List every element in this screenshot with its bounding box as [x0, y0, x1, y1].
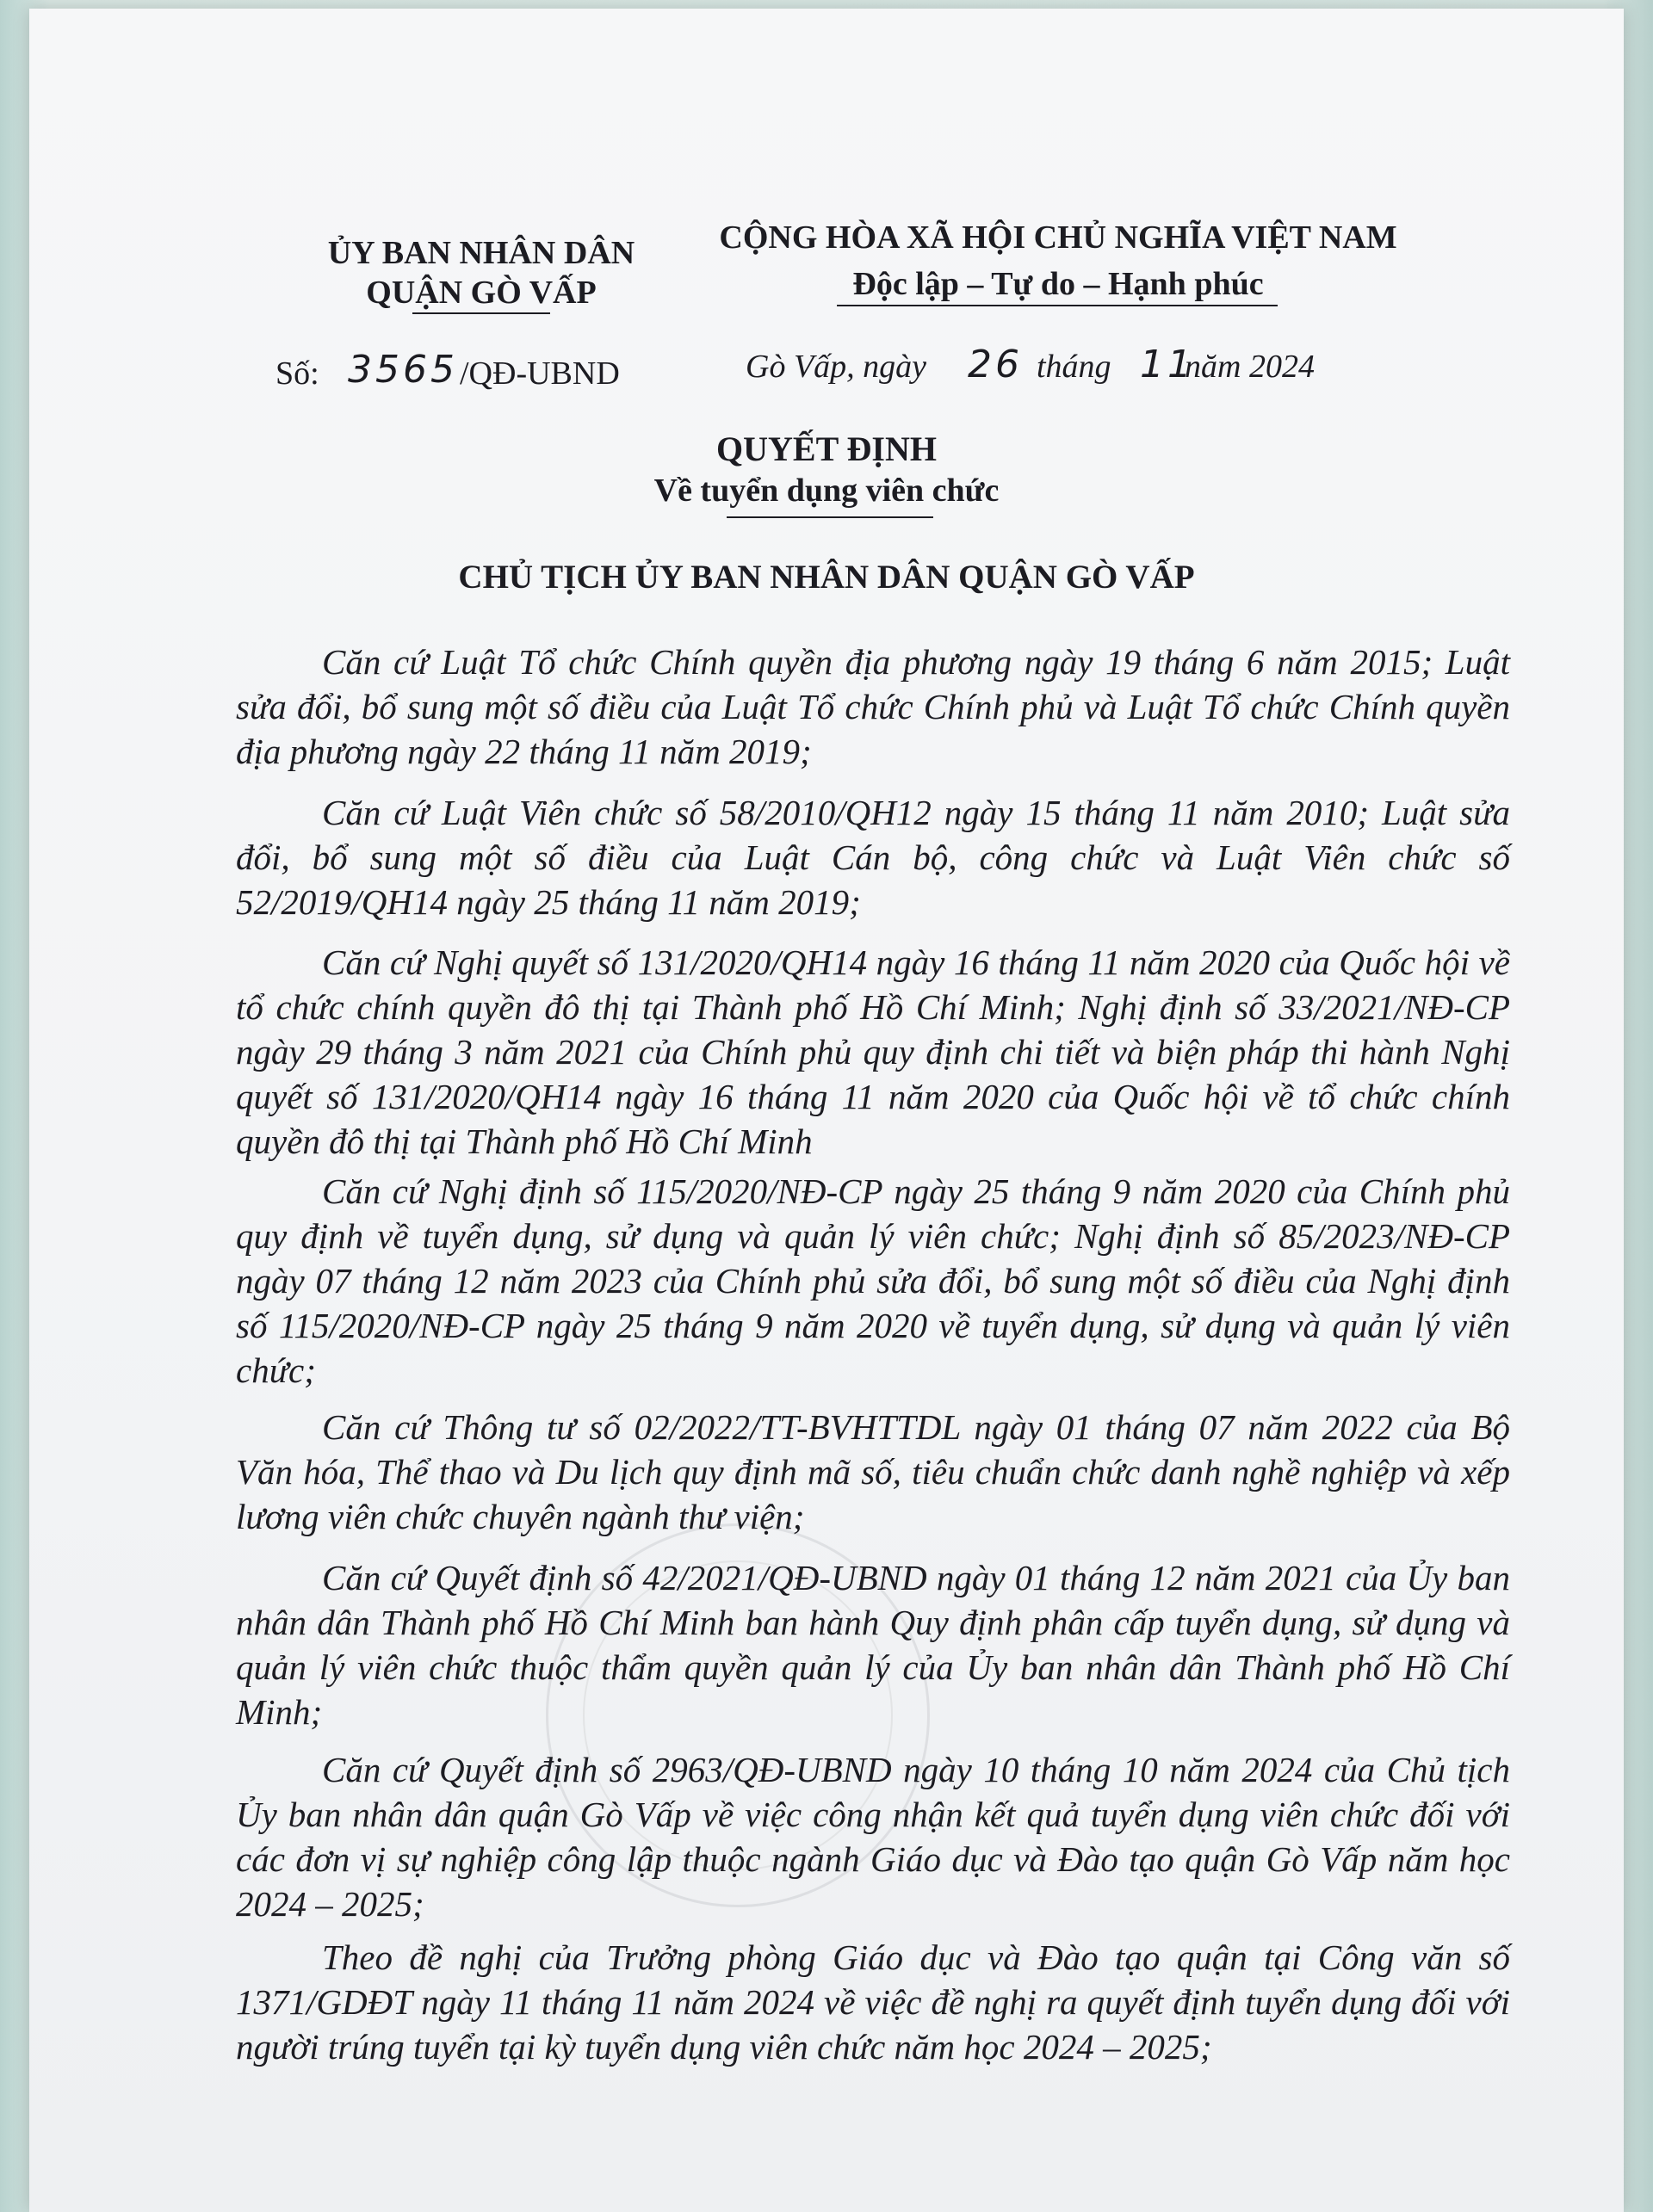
national-title: CỘNG HÒA XÃ HỘI CHỦ NGHĨA VIỆT NAM — [719, 219, 1397, 256]
legal-basis-paragraph: Căn cứ Luật Viên chức số 58/2010/QH12 ngày 15 tháng 11 năm 2010; Luật sửa đổi, bổ sung một số điều của Luật Cán bộ, công chức và Luật Viên chức số 52/2019/QH14 ngày 25 tháng 11 năm 2019; — [236, 793, 1510, 922]
date-month-label: tháng — [1037, 349, 1111, 385]
issuing-agency-line1: ỦY BAN NHÂN DÂN — [327, 235, 635, 271]
document-number-handwritten: 3565 — [348, 348, 458, 392]
legal-basis-paragraph: Căn cứ Nghị quyết số 131/2020/QH14 ngày 16 tháng 11 năm 2020 của Quốc hội về tổ chức chính quyền đô thị tại Thành phố Hồ Chí Minh; Nghị định số 33/2021/NĐ-CP ngày 29 tháng 3 năm 2021 của Chính phủ quy định chi tiết và biện pháp thi hành Nghị quyết số 131/2020/QH14 ngày 16 tháng 11 năm 2020 của Quốc hội về tổ chức chính quyền đô thị tại Thành phố Hồ Chí Minh — [236, 942, 1510, 1161]
place-date-prefix: Gò Vấp, ngày — [746, 349, 927, 385]
decision-subtitle: Về tuyển dụng viên chức — [653, 473, 1000, 509]
document-number-suffix: /QĐ-UBND — [460, 355, 620, 392]
agency-underline — [412, 312, 550, 314]
document-page — [29, 9, 1624, 2212]
date-day-handwritten: 26 — [968, 343, 1023, 386]
legal-basis-paragraph: Căn cứ Nghị định số 115/2020/NĐ-CP ngày 25 tháng 9 năm 2020 của Chính phủ quy định về tuyển dụng, sử dụng và quản lý viên chức; Nghị định số 85/2023/NĐ-CP ngày 07 tháng 12 năm 2023 của Chính phủ sửa đổi, bổ sung một số điều của Nghị định số 115/2020/NĐ-CP ngày 25 tháng 9 năm 2020 về tuyển dụng, sử dụng và quản lý viên chức; — [236, 1171, 1510, 1390]
decision-title: QUYẾT ĐỊNH — [716, 429, 937, 468]
date-month-handwritten: 11 — [1140, 343, 1195, 386]
subtitle-underline — [727, 516, 933, 518]
national-motto: Độc lập – Tự do – Hạnh phúc — [852, 266, 1264, 302]
motto-underline — [837, 305, 1278, 306]
legal-basis-paragraph: Căn cứ Luật Tổ chức Chính quyền địa phương ngày 19 tháng 6 năm 2015; Luật sửa đổi, bổ sung một số điều của Luật Tổ chức Chính phủ và Luật Tổ chức Chính quyền địa phương ngày 22 tháng 11 năm 2019; — [236, 642, 1510, 771]
legal-basis-paragraph: Căn cứ Quyết định số 2963/QĐ-UBND ngày 10 tháng 10 năm 2024 của Chủ tịch Ủy ban nhân dân quận Gò Vấp về việc công nhận kết quả tuyển dụng viên chức đối với các đơn vị sự nghiệp công lập thuộc ngành Giáo dục và Đào tạo quận Gò Vấp năm học 2024 – 2025; — [236, 1750, 1510, 1924]
proposal-paragraph: Theo đề nghị của Trưởng phòng Giáo dục và Đào tạo quận tại Công văn số 1371/GDĐT ngày 11 tháng 11 năm 2024 về việc đề nghị ra quyết định tuyển dụng đối với người trúng tuyển tại kỳ tuyển dụng viên chức năm học 2024 – 2025; — [236, 1937, 1510, 2067]
issuing-agency-line2: QUẬN GÒ VẤP — [366, 275, 597, 311]
document-number-label: Số: — [276, 355, 319, 392]
legal-basis-paragraph: Căn cứ Thông tư số 02/2022/TT-BVHTTDL ngày 01 tháng 07 năm 2022 của Bộ Văn hóa, Thể thao và Du lịch quy định mã số, tiêu chuẩn chức danh nghề nghiệp và xếp lương viên chức chuyên ngành thư viện; — [236, 1407, 1510, 1536]
date-year: năm 2024 — [1185, 349, 1315, 385]
issuer-title: CHỦ TỊCH ỦY BAN NHÂN DÂN QUẬN GÒ VẤP — [458, 559, 1195, 596]
legal-basis-paragraph: Căn cứ Quyết định số 42/2021/QĐ-UBND ngày 01 tháng 12 năm 2021 của Ủy ban nhân dân Thành phố Hồ Chí Minh ban hành Quy định phân cấp tuyển dụng, sử dụng và quản lý viên chức thuộc thẩm quyền quản lý của Ủy ban nhân dân Thành phố Hồ Chí Minh; — [236, 1558, 1510, 1732]
